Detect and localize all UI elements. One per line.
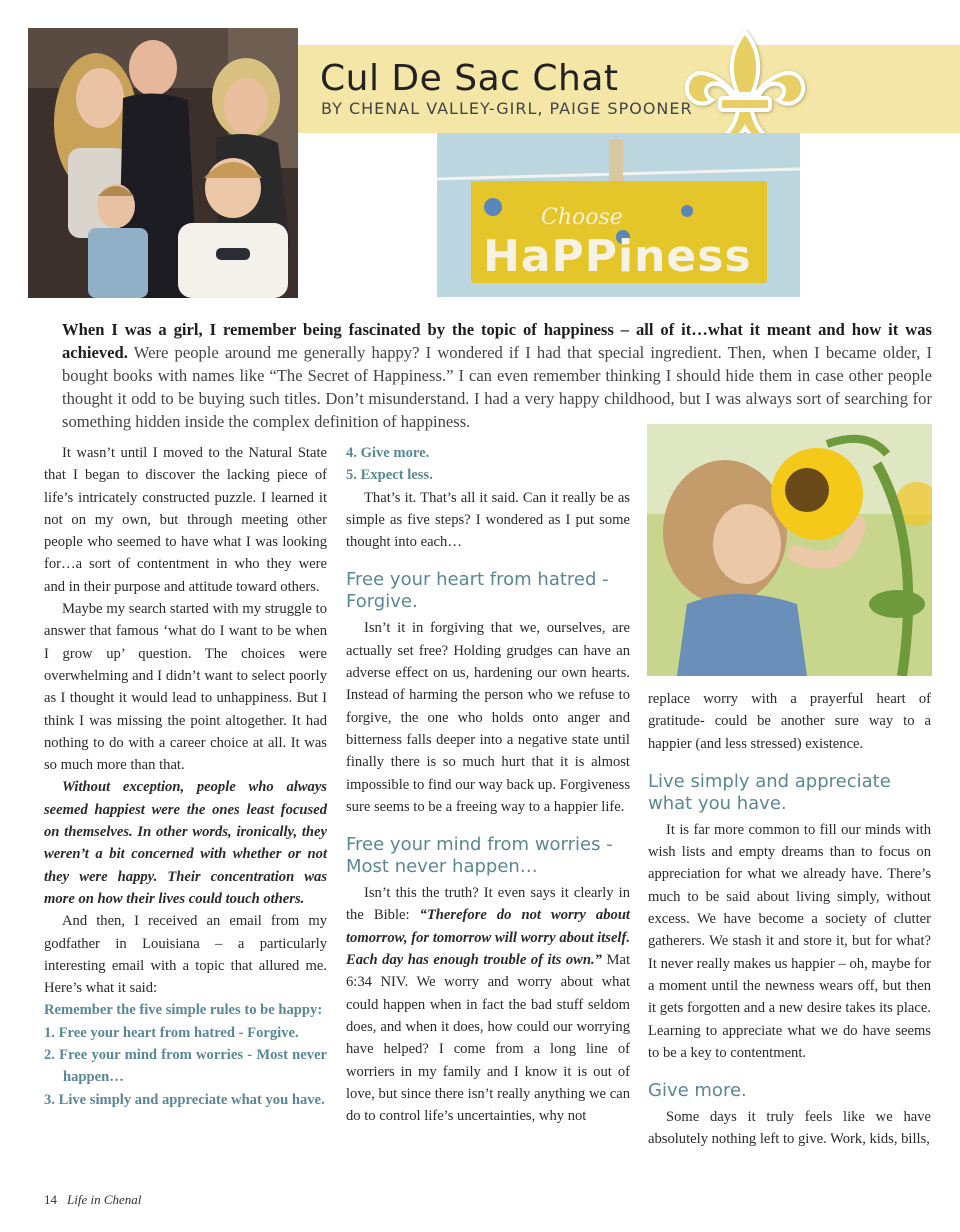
rule-3: 3. Live simply and appreciate what you have.: [44, 1091, 325, 1108]
heading-worries: Free your mind from worries - Most never happen…: [346, 834, 613, 878]
rules-heading: Remember the five simple rules to be happy:: [44, 1002, 323, 1019]
intro-lead: When I was a girl, I remember being fascinated by the topic of happiness – all of it…what it meant and how it was achieved.: [62, 320, 932, 362]
col3-paragraph-0: replace worry with a prayerful heart of gratitude- could be another sure way to a happier (and less stressed) existence.: [648, 691, 931, 752]
rules-list: [44, 1022, 327, 1111]
article-byline: BY CHENAL VALLEY-GIRL, PAIGE SPOONER: [321, 99, 693, 118]
rules-list-continued: [346, 442, 630, 487]
rule-2: 2. Free your mind from worries - Most never happen…: [44, 1047, 327, 1086]
family-photo: [28, 28, 298, 298]
column-2: [346, 442, 630, 1127]
sign-small-text: Choose: [541, 205, 623, 230]
rule-4: 4. Give more.: [346, 445, 430, 461]
col2-paragraph-3: [346, 882, 630, 1127]
sign-big-text: HaPPiness: [483, 231, 752, 282]
column-3: [648, 688, 931, 1151]
sunflower-child-photo: [647, 424, 932, 676]
page-footer: [44, 1192, 141, 1208]
col2-paragraph-2: Isn’t it in forgiving that we, ourselves, are actually set free? Holding grudges can have an adverse effect on us, hardening our own hearts. Instead of harming the person who we refuse to forgive, the one who holds onto anger and bitterness falls deeper into a negative state until finally there is so much hurt that it is almost impossible to find our way back up. Forgiveness sure seems to be a freeing way to a happier life.: [346, 620, 630, 815]
col1-paragraph-3: Without exception, people who always seemed happiest were the ones least focused on themselves. In other words, ironically, they weren’t a bit concerned with whether or not they were happy. Their concentration was more on how their lives could touch others.: [44, 779, 327, 907]
col3-paragraph-2: Some days it truly feels like we have absolutely nothing left to give. Work, kids, bills,: [648, 1109, 931, 1148]
page-number: 14: [44, 1192, 57, 1207]
col2-paragraph-3b: Mat 6:34 NIV. We worry and worry about what could happen when in fact the bad stuff seldom does, and when it does, how could our worrying have helped? I come from a long line of worriers in my family and I know it is out of love, but since there isn’t really anything we can do to control life’s uncertainties, why not: [346, 952, 630, 1125]
column-1: [44, 442, 327, 1111]
intro-paragraph: [62, 318, 932, 433]
col2-paragraph-1: That’s it. That’s all it said. Can it really be as simple as five steps? I wondered as I put some thought into each…: [346, 489, 630, 551]
heading-forgive: Free your heart from hatred - Forgive.: [346, 569, 609, 613]
rule-1: 1. Free your heart from hatred - Forgive.: [44, 1024, 299, 1041]
bible-quote: “Therefore do not worry about tomorrow, for tomorrow will worry about itself. Each day has enough trouble of its own.”: [346, 907, 630, 969]
magazine-name: Life in Chenal: [67, 1192, 142, 1207]
article-title: Cul De Sac Chat: [320, 58, 619, 99]
heading-live-simply: Live simply and appreciate what you have.: [648, 770, 891, 814]
col1-paragraph-1: It wasn’t until I moved to the Natural State that I began to discover the lacking piece of life’s intricately constructed puzzle. I learned it not on my own, but through meeting other people who seemed to have what I was looking for…a sort of contentment in who they were and in their purpose and attitude toward others.: [44, 445, 327, 595]
col2-paragraph-3a: Isn’t this the truth? It even says it clearly in the Bible:: [346, 885, 630, 924]
choose-happiness-photo: [437, 133, 800, 297]
heading-give-more: Give more.: [648, 1080, 747, 1102]
col1-paragraph-2: Maybe my search started with my struggle to answer that famous ‘what do I want to be when I grow up’ question. The choices were overwhelming and I didn’t want to select poorly as I thought it would lead to unhappiness. But I think I was missing the point altogether. It had nothing to do with a career choice at all. It was so much more than that.: [44, 601, 327, 774]
col1-paragraph-4: And then, I received an email from my godfather in Louisiana – a particularly interesting email with a topic that allured me. Here’s what it said:: [44, 913, 327, 997]
intro-body: Were people around me generally happy? I wondered if I had that special ingredient. Then, when I became older, I bought books with names like “The Secret of Happiness.” I can even remember thinking I should hide them in case other people thought it odd to be buying such titles. Don’t misunderstand. I had a very happy childhood, but I was always sort of searching for something hidden inside the complex definition of happiness.: [62, 343, 932, 431]
col3-paragraph-1: It is far more common to fill our minds with wish lists and empty dreams than to focus on appreciation for what we already have. There’s much to be said about living simply, without excess. We have become a society of clutter gatherers. We stash it and store it, but for what? It never really makes us happier – oh, maybe for a moment until the newness wears off, but then it gets forgotten and a new desire takes its place. Learning to appreciate what we do have seems to be a key to contentment.: [648, 821, 931, 1061]
rule-5: 5. Expect less.: [346, 467, 433, 484]
